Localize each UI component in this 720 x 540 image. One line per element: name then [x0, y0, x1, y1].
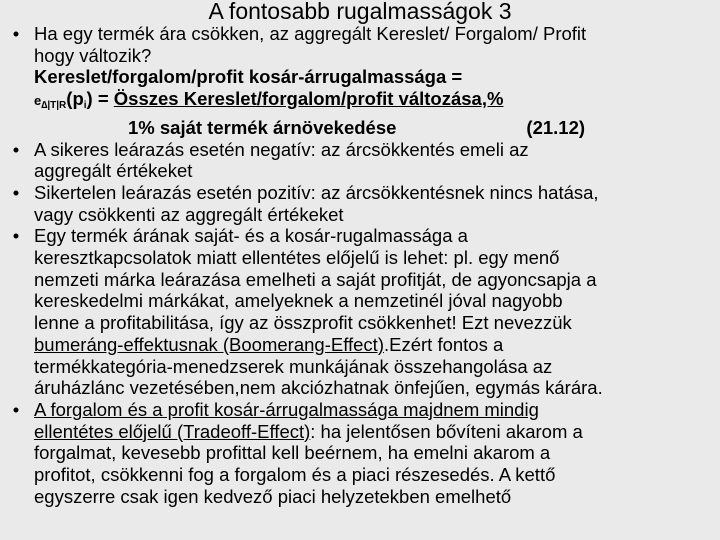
text-line: A sikeres leárazás esetén negatív: az árcsökkentés emeli az: [34, 138, 529, 160]
bullet-item-basket-elasticity: [6, 23, 718, 139]
boomerang-effect-term: bumeráng-effektusnak (Boomerang-Effect): [34, 333, 384, 355]
bullet-item-successful-discount: [6, 139, 718, 182]
text-fragment: : ha jelentősen bővíteni akarom a: [310, 420, 583, 442]
formula: [34, 88, 718, 117]
text-line: [34, 334, 718, 356]
text-line: keresztkapcsolatok miatt ellentétes előjelű is lehet: pl. egy menő: [34, 247, 560, 269]
text-line: forgalmat, kevesebb profittal kell beérnem, ha emelni akarom a: [34, 442, 551, 464]
text-line: Sikertelen leárazás esetén pozitív: az árcsökkentésnek nincs hatása,: [34, 181, 599, 203]
formula-e-symbol: e: [34, 93, 42, 109]
text-line: kereskedelmi márkákat, amelyeknek a nemzetinél jóval nagyobb: [34, 290, 563, 312]
text-fragment: .Ezért fontos a: [383, 333, 504, 355]
text-line: áruházlánc vezetésében,nem akciózhatnak önfejűen, egymás kárára.: [34, 377, 603, 399]
bullet-item-failed-discount: [6, 182, 718, 225]
tradeoff-effect-term: ellentétes előjelű (Tradeoff-Effect): [34, 420, 311, 442]
formula-e-subscript: ∆|T|R: [41, 100, 67, 112]
formula-caption: Kereslet/forgalom/profit kosár-árrugalmassága =: [34, 66, 463, 88]
text-line: Egy termék árának saját- és a kosár-rugalmassága a: [34, 225, 468, 247]
text-line: A forgalom és a profit kosár-árrugalmassága majdnem mindig: [34, 398, 539, 420]
formula-denominator: 1% saját termék árnövekedése: [128, 116, 397, 138]
slide-title: A fontosabb rugalmasságok 3: [208, 0, 512, 24]
bullet-glyph: •: [12, 23, 20, 44]
text-line: Ha egy termék ára csökken, az aggregált Kereslet/ Forgalom/ Profit: [34, 23, 587, 44]
text-line: egyszerre csak igen kedvező piaci helyzetekben emelhető: [34, 485, 512, 507]
bullet-item-boomerang-effect: [6, 225, 718, 399]
formula-p-subscript: i: [83, 100, 87, 112]
text-line: nemzeti márka leárazása emelheti a saját profitját, de agyoncsapja a: [34, 268, 597, 290]
formula-p-open: (p: [66, 88, 84, 110]
text-line: termékkategória-menedzserek munkájának összehangolása az: [34, 355, 553, 377]
bullet-glyph: •: [12, 138, 20, 160]
text-line: [34, 421, 718, 443]
text-line: vagy csökkenti az aggregált értékeket: [34, 203, 344, 225]
bullet-glyph: •: [12, 225, 20, 247]
bullet-glyph: •: [12, 181, 20, 203]
bullet-glyph: •: [12, 398, 20, 420]
text-line: lenne a profitabilitása, így az összprofit csökkenhet! Ezt nevezzük: [34, 312, 572, 334]
formula-denominator-row: [34, 117, 718, 139]
text-line: hogy változik?: [34, 44, 152, 66]
formula-numerator: Összes Kereslet/forgalom/profit változása,%: [113, 88, 504, 110]
text-line: aggregált értékeket: [34, 160, 193, 182]
bullet-item-tradeoff-effect: [6, 399, 718, 508]
text-line: profitot, csökkenni fog a forgalom és a piaci részesedés. A kettő: [34, 464, 556, 486]
equation-number: (21.12): [526, 116, 586, 138]
formula-p-close: ) =: [86, 88, 114, 110]
slide-body: [6, 23, 718, 507]
